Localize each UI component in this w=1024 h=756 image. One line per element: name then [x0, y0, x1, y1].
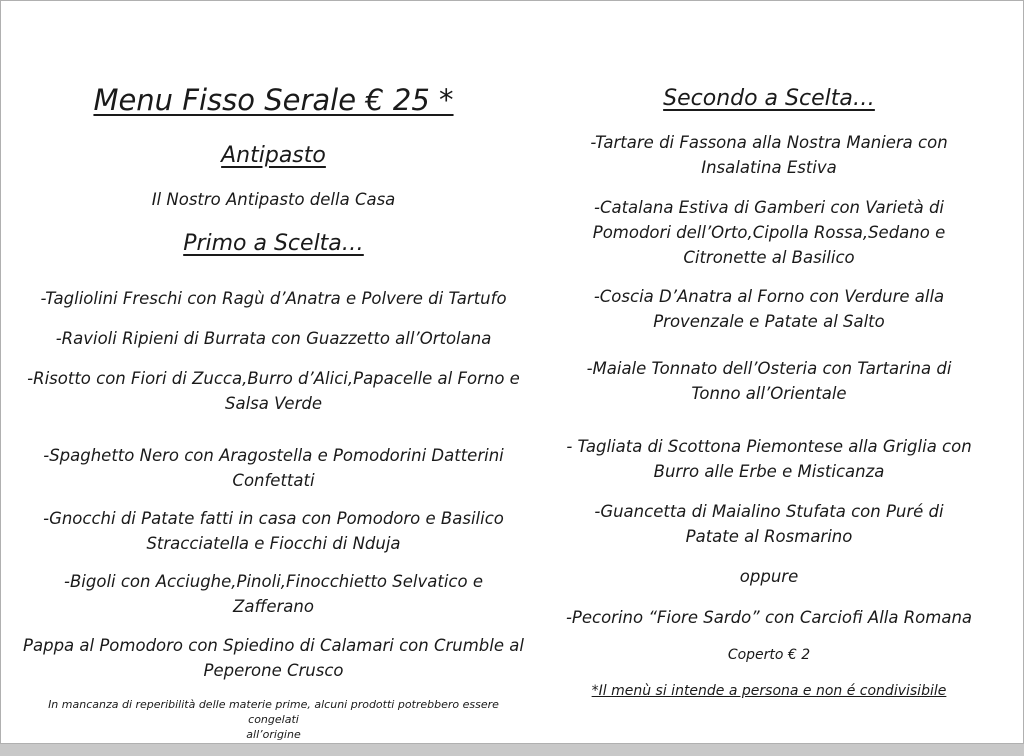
coperto-price: Coperto € 2	[727, 647, 811, 663]
footnote-line: In mancanza di reperibilità delle materie prime, alcuni prodotti potrebbero essere congelati	[48, 698, 499, 726]
secondo-item	[554, 434, 984, 484]
secondo-item-line: -Maiale Tonnato dell’Osteria con Tartarina di	[586, 359, 952, 378]
primo-item	[21, 506, 526, 556]
primo-item-line: Stracciatella e Fiocchi di Nduja	[146, 534, 401, 553]
primo-item	[21, 443, 526, 493]
primo-item	[21, 366, 526, 416]
primo-item	[21, 286, 526, 311]
primo-item-line: Salsa Verde	[224, 394, 322, 413]
secondo-item-line: -Tartare di Fassona alla Nostra Maniera con	[590, 133, 948, 152]
secondo-item-line: -Catalana Estiva di Gamberi con Varietà di	[594, 198, 944, 217]
primo-item-line: -Bigoli con Acciughe,Pinoli,Finocchietto Selvatico e	[64, 572, 483, 591]
primo-item-line: -Ravioli Ripieni di Burrata con Guazzetto all’Ortolana	[55, 329, 492, 348]
primo-item-line: Confettati	[232, 471, 315, 490]
antipasto-item: Il Nostro Antipasto della Casa	[151, 190, 396, 209]
footnote	[21, 697, 526, 742]
secondo-item	[554, 356, 984, 406]
secondo-heading: Secondo a Scelta…	[663, 86, 875, 111]
primo-item	[21, 326, 526, 351]
primo-item-line: Peperone Crusco	[203, 661, 344, 680]
sharing-disclaimer: *Il menù si intende a persona e non é condivisibile	[591, 683, 947, 699]
primo-item-line: -Tagliolini Freschi con Ragù d’Anatra e Polvere di Tartufo	[40, 289, 507, 308]
secondo-item	[554, 130, 984, 180]
primo-item-line: Zafferano	[233, 597, 314, 616]
secondo-item	[554, 195, 984, 270]
secondo-item-line: Pomodori dell’Orto,Cipolla Rossa,Sedano e	[592, 223, 946, 242]
primo-item-line: -Spaghetto Nero con Aragostella e Pomodorini Datterini	[43, 446, 504, 465]
primo-item	[21, 569, 526, 619]
primo-heading: Primo a Scelta…	[183, 231, 364, 256]
secondo-item	[554, 284, 984, 334]
footnote-line: all’origine	[246, 728, 301, 741]
primo-item-line: -Risotto con Fiori di Zucca,Burro d’Alici,Papacelle al Forno e	[27, 369, 520, 388]
primo-item-line: Pappa al Pomodoro con Spiedino di Calamari con Crumble al	[23, 636, 524, 655]
secondo-item-line: Tonno all’Orientale	[691, 384, 847, 403]
secondo-item-line: -Guancetta di Maialino Stufata con Puré di	[594, 502, 944, 521]
menu-title: Menu Fisso Serale € 25 *	[93, 83, 454, 117]
oppure-text: oppure	[739, 567, 799, 586]
primo-item	[21, 633, 526, 683]
antipasto-heading: Antipasto	[221, 143, 326, 168]
secondo-item	[554, 499, 984, 549]
secondo-item-line: Burro alle Erbe e Misticanza	[653, 462, 885, 481]
secondo-item-line: Insalatina Estiva	[701, 158, 837, 177]
secondo-item-line: Provenzale e Patate al Salto	[653, 312, 885, 331]
secondo-item-line: Patate al Rosmarino	[685, 527, 853, 546]
secondo-item-line: - Tagliata di Scottona Piemontese alla Griglia con	[566, 437, 972, 456]
pecorino-item: -Pecorino “Fiore Sardo” con Carciofi Alla Romana	[565, 608, 973, 627]
secondo-item-line: Citronette al Basilico	[683, 248, 855, 267]
secondo-item-line: -Coscia D’Anatra al Forno con Verdure alla	[593, 287, 945, 306]
primo-item-line: -Gnocchi di Patate fatti in casa con Pomodoro e Basilico	[43, 509, 504, 528]
